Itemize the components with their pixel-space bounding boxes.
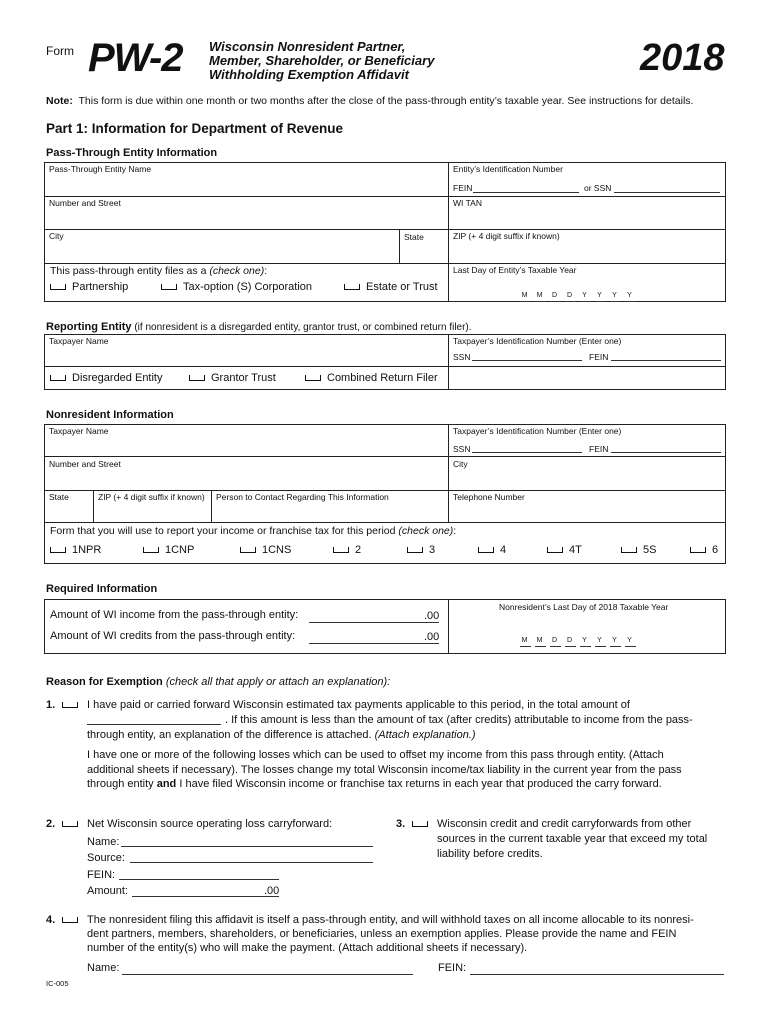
nonresident-taxpayer-name-field[interactable] — [49, 436, 444, 454]
note-text: This form is due within one month or two months after the close of the pass-through entity’s taxable year. See instructions for details. — [78, 95, 694, 107]
wi-credits-field[interactable] — [309, 643, 439, 644]
nonresident-city-label: City — [453, 459, 468, 469]
losses-line3 — [87, 777, 662, 792]
checkbox-partnership-label: Partnership — [72, 281, 129, 293]
wi-credits-label: Amount of WI credits from the pass-through entity: — [50, 630, 296, 642]
date-letter: Y — [582, 637, 587, 644]
entity-zip-field[interactable] — [453, 241, 723, 261]
item4-line2: dent partners, members, shareholders, or beneficiaries, unless an exemption applies. Please provide the name and FEIN — [87, 928, 677, 940]
checkbox-combined-return[interactable] — [305, 372, 438, 384]
item1-line3 — [87, 728, 476, 743]
item3-line1: Wisconsin credit and credit carryforwards from other — [437, 818, 692, 830]
nonresident-zip-field[interactable] — [98, 502, 208, 520]
reporting-fein-label: FEIN — [589, 352, 609, 362]
checkbox-combined-return-label: Combined Return Filer — [327, 372, 438, 384]
date-letter: M — [521, 637, 528, 644]
item1-attach-note: (Attach explanation.) — [374, 729, 476, 741]
date-letter: D — [566, 292, 573, 299]
checkbox-tax-option-label: Tax-option (S) Corporation — [183, 281, 313, 293]
telephone-label: Telephone Number — [453, 492, 525, 502]
checkbox-item4[interactable] — [62, 914, 84, 926]
footer-code: IC-005 — [46, 979, 69, 988]
checkbox-form-label: 6 — [712, 544, 719, 556]
nonresident-street-label: Number and Street — [49, 459, 121, 469]
checkbox-estate-trust[interactable] — [344, 281, 438, 293]
checkbox-form-label: 1CNP — [165, 544, 195, 556]
nonresident-taxpayer-name-label: Taxpayer Name — [49, 426, 109, 436]
item4-name-label: Name: — [87, 962, 120, 974]
form-type-question — [50, 525, 456, 537]
item1-line1: I have paid or carried forward Wisconsin estimated tax payments applicable to this period, in the total amount of — [87, 699, 630, 711]
item1-number: 1. — [46, 699, 56, 711]
required-heading: Required Information — [46, 583, 158, 595]
checkbox-form-label: 1NPR — [72, 544, 102, 556]
reason-heading-line — [46, 676, 390, 688]
date-letter: D — [566, 637, 573, 644]
item4-fein-label: FEIN: — [438, 962, 467, 974]
nonresident-ssn-label: SSN — [453, 444, 471, 454]
reason-heading: Reason for Exemption — [46, 676, 163, 688]
checkbox-form-6[interactable] — [690, 544, 718, 556]
city-label: City — [49, 231, 64, 241]
reporting-heading: Reporting Entity — [46, 321, 132, 333]
checkbox-form-label: 4 — [500, 544, 507, 556]
item1-line3-text: through entity, an explanation of the difference is attached. — [87, 729, 372, 741]
checkbox-mark[interactable] — [161, 284, 177, 290]
title-line-3: Withholding Exemption Affidavit — [209, 67, 409, 82]
files-as-text: This pass-through entity files as a — [50, 265, 207, 277]
nonresident-heading: Nonresident Information — [46, 409, 174, 421]
date-letter: M — [536, 637, 543, 644]
reporting-taxpayer-name-label: Taxpayer Name — [49, 336, 109, 346]
reporting-taxpayer-name-field[interactable] — [49, 346, 444, 364]
item2-name-label: Name: — [87, 836, 120, 848]
tax-year: 2018 — [640, 37, 725, 79]
checkbox-mark[interactable] — [50, 375, 66, 381]
reporting-ssn-field[interactable] — [472, 360, 582, 361]
entity-state-field[interactable] — [428, 232, 446, 261]
date-letter: Y — [612, 637, 617, 644]
nonresident-taxpayer-id-label: Taxpayer’s Identification Number (Enter one) — [453, 426, 622, 436]
zip-label: ZIP (+ 4 digit suffix if known) — [453, 231, 560, 241]
nonresident-last-day-label: Nonresident’s Last Day of 2018 Taxable Year — [499, 602, 669, 612]
files-as-check-one: (check one) — [209, 265, 265, 277]
item1-amount-field[interactable] — [87, 724, 221, 725]
entity-ssn-field[interactable] — [614, 192, 720, 193]
nonresident-zip-label: ZIP (+ 4 digit suffix if known) — [98, 492, 205, 502]
reporting-taxpayer-id-label: Taxpayer’s Identification Number (Enter one) — [453, 336, 622, 346]
form-word: Form — [46, 44, 74, 58]
checkbox-form-4t[interactable] — [547, 544, 582, 556]
entity-name-label: Pass-Through Entity Name — [49, 164, 152, 174]
form-title — [209, 40, 434, 82]
nonresident-fein-label: FEIN — [589, 444, 609, 454]
checkbox-form-5s[interactable] — [621, 544, 656, 556]
date-letter: Y — [627, 637, 632, 644]
item2-amount-field[interactable] — [132, 896, 279, 897]
checkbox-item3[interactable] — [412, 818, 434, 830]
checkbox-form-1cns[interactable] — [240, 544, 291, 556]
checkbox-mark[interactable] — [305, 375, 321, 381]
reason-heading-note: (check all that apply or attach an explanation): — [165, 676, 391, 688]
item2-name-field[interactable] — [121, 846, 373, 847]
item2-amount-cents: .00 — [264, 885, 280, 897]
checkbox-form-label: 3 — [429, 544, 436, 556]
last-day-label: Last Day of Entity’s Taxable Year — [453, 265, 577, 275]
item3-line2: sources in the current taxable year that exceed my total — [437, 833, 708, 845]
entity-city-field[interactable] — [49, 241, 394, 261]
losses-line3-and: and — [156, 778, 177, 790]
checkbox-item2[interactable] — [62, 818, 84, 830]
date-letter: D — [551, 292, 558, 299]
item3-line3: liability before credits. — [437, 848, 543, 860]
files-as-colon: : — [264, 265, 268, 277]
item4-name-field[interactable] — [122, 974, 413, 975]
date-letter: Y — [612, 292, 617, 299]
title-line-1: Wisconsin Nonresident Partner, — [209, 39, 406, 54]
nonresident-fein-field[interactable] — [611, 452, 721, 453]
item2-text: Net Wisconsin source operating loss carryforward: — [87, 818, 333, 830]
item2-fein-field[interactable] — [119, 879, 279, 880]
form-type-check-one: (check one) — [398, 525, 454, 537]
checkbox-form-4[interactable] — [478, 544, 506, 556]
checkbox-mark[interactable] — [344, 284, 360, 290]
checkbox-mark[interactable] — [189, 375, 205, 381]
note-label: Note: — [46, 95, 73, 107]
state-label: State — [404, 232, 424, 242]
reporting-fein-field[interactable] — [611, 360, 721, 361]
checkbox-disregarded[interactable] — [50, 372, 163, 384]
wi-income-label: Amount of WI income from the pass-through entity: — [50, 609, 299, 621]
form-type-text: Form that you will use to report your income or franchise tax for this period — [50, 525, 396, 537]
checkbox-grantor-trust-label: Grantor Trust — [211, 372, 276, 384]
note — [46, 95, 693, 107]
nonresident-state-label: State — [49, 492, 69, 502]
losses-line1: I have one or more of the following losses which can be used to offset my income from this pass through entity. (Attach — [87, 749, 664, 761]
item2-amount-label: Amount: — [87, 885, 128, 897]
entity-street-field[interactable] — [49, 208, 444, 227]
checkbox-grantor-trust[interactable] — [189, 372, 276, 384]
item2-source-label: Source: — [87, 852, 125, 864]
title-line-2: Member, Shareholder, or Beneficiary — [209, 53, 435, 68]
wi-tan-label: WI TAN — [453, 198, 482, 208]
checkbox-item1[interactable] — [62, 699, 84, 711]
checkbox-disregarded-label: Disregarded Entity — [72, 372, 163, 384]
checkbox-form-label: 4T — [569, 544, 582, 556]
telephone-field[interactable] — [453, 502, 723, 520]
item4-fein-field[interactable] — [470, 974, 724, 975]
fein-label: FEIN — [453, 183, 473, 193]
nonresident-street-field[interactable] — [49, 469, 444, 488]
item2-fein-label: FEIN: — [87, 869, 116, 881]
checkbox-partnership[interactable] — [50, 281, 128, 293]
date-letter: Y — [582, 292, 587, 299]
item2-source-field[interactable] — [130, 862, 373, 863]
wi-income-cents: .00 — [424, 610, 440, 622]
date-letter: Y — [597, 637, 602, 644]
date-letter: M — [536, 292, 543, 299]
wi-income-field[interactable] — [309, 622, 439, 623]
checkbox-estate-trust-label: Estate or Trust — [366, 281, 438, 293]
contact-person-label: Person to Contact Regarding This Information — [216, 492, 389, 502]
reporting-heading-line — [46, 321, 472, 333]
wi-tan-field[interactable] — [453, 208, 723, 227]
checkbox-form-3[interactable] — [407, 544, 435, 556]
date-letter: M — [521, 292, 528, 299]
checkbox-form-label: 2 — [355, 544, 362, 556]
checkbox-form-label: 5S — [643, 544, 657, 556]
date-format-letters — [517, 637, 637, 644]
item2-number: 2. — [46, 818, 56, 830]
number-street-label: Number and Street — [49, 198, 121, 208]
part1-title: Part 1: Information for Department of Revenue — [46, 121, 344, 136]
or-ssn-label: or SSN — [584, 183, 612, 193]
item4-number: 4. — [46, 914, 56, 926]
wi-credits-cents: .00 — [424, 631, 440, 643]
form-type-colon: : — [453, 525, 457, 537]
date-letter: Y — [627, 292, 632, 299]
nonresident-ssn-field[interactable] — [472, 452, 582, 453]
checkbox-tax-option[interactable] — [161, 281, 312, 293]
date-letter: Y — [597, 292, 602, 299]
entity-name-field[interactable] — [49, 174, 444, 194]
nonresident-state-field[interactable] — [49, 502, 89, 520]
item1-line2: . If this amount is less than the amount of tax (after credits) attributable to income from the pass- — [225, 714, 693, 726]
date-letter: D — [551, 637, 558, 644]
date-format-letters — [517, 292, 637, 299]
losses-line3-a: through entity — [87, 778, 154, 790]
losses-line3-c: I have filed Wisconsin income or franchise tax returns in each year that produced the carry forward. — [179, 778, 662, 790]
checkbox-form-2[interactable] — [333, 544, 361, 556]
checkbox-form-1cnp[interactable] — [143, 544, 194, 556]
contact-person-field[interactable] — [216, 502, 444, 520]
checkbox-form-label: 1CNS — [262, 544, 292, 556]
item4-line3: number of the entity(s) who will make the payment. (Attach additional sheets if necessary). — [87, 942, 528, 954]
checkbox-form-1npr[interactable] — [50, 544, 101, 556]
form-number: PW-2 — [88, 36, 183, 80]
losses-line2: additional sheets if necessary). The losses change my total Wisconsin income/tax liability in the current year from the pass — [87, 764, 682, 776]
reporting-heading-note: (if nonresident is a disregarded entity, grantor trust, or combined return filer). — [134, 322, 472, 333]
entity-id-label: Entity’s Identification Number — [453, 164, 563, 174]
item4-line1: The nonresident filing this affidavit is itself a pass-through entity, and will withhold taxes on all income allocable to its nonresi- — [87, 914, 694, 926]
entity-fein-field[interactable] — [473, 192, 579, 193]
pass-through-heading: Pass-Through Entity Information — [46, 147, 218, 159]
checkbox-mark[interactable] — [50, 284, 66, 290]
nonresident-city-field[interactable] — [453, 469, 723, 488]
reporting-ssn-label: SSN — [453, 352, 471, 362]
files-as-question — [50, 265, 267, 277]
item3-number: 3. — [396, 818, 406, 830]
